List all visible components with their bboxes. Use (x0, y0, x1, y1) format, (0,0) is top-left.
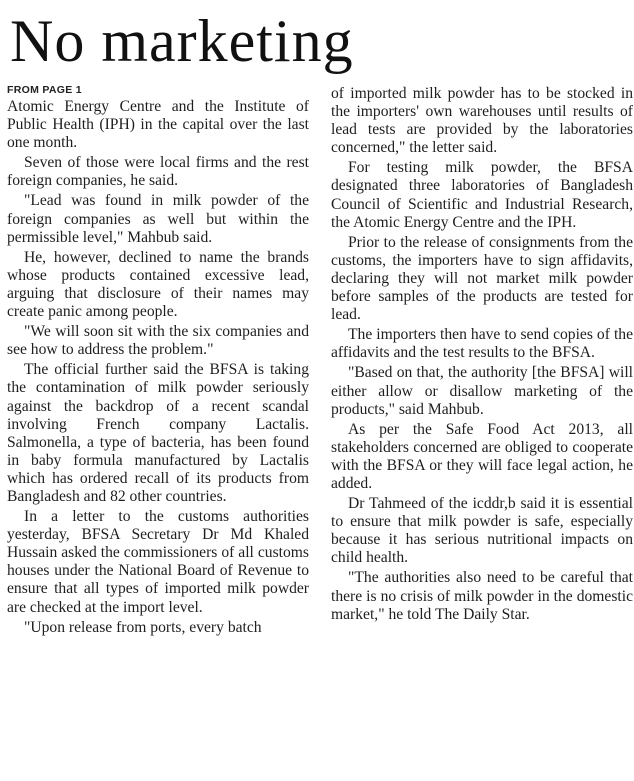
paragraph: of imported milk powder has to be stocked in the importers' own warehouses until results of lead tests are provided by the laboratories concerned," the letter said. (331, 85, 633, 157)
jump-label: FROM PAGE 1 (7, 84, 82, 96)
paragraph: "Based on that, the authority [the BFSA] will either allow or disallow marketing of the products," said Mahbub. (331, 364, 633, 418)
paragraph: The importers then have to send copies of the affidavits and the test results to the BFSA. (331, 326, 633, 362)
left-column (7, 84, 309, 639)
paragraph: He, however, declined to name the brands whose products contained excessive lead, arguing that disclosure of their names may create panic among people. (7, 248, 309, 321)
headline: No marketing (10, 8, 354, 74)
paragraph: The official further said the BFSA is taking the contamination of milk powder seriously against the backdrop of a recent scandal involving French company Lactalis. Salmonella, a type of bacteria, has been found in baby formula manufactured by Lactalis which has ordered recall of its products from Bangladesh and 82 other countries. (7, 361, 309, 505)
paragraph: Atomic Energy Centre and the Institute of Public Health (IPH) in the capital over the last one month. (7, 98, 309, 152)
paragraph: In a letter to the customs authorities yesterday, BFSA Secretary Dr Md Khaled Hussain asked the commissioners of all customs houses under the National Board of Revenue to ensure that all types of imported milk powder are checked at the import level. (7, 508, 309, 616)
paragraph: Prior to the release of consignments from the customs, the importers have to sign affidavits, declaring they will not market milk powder before samples of the products are tested for lead. (331, 233, 633, 324)
paragraph: "The authorities also need to be careful that there is no crisis of milk powder in the domestic market," he told The Daily Star. (331, 569, 633, 623)
paragraph: "Upon release from ports, every batch (24, 618, 262, 636)
paragraph: "Lead was found in milk powder of the foreign companies as well but within the permissible level," Mahbub said. (7, 192, 309, 246)
paragraph: For testing milk powder, the BFSA designated three laboratories of Bangladesh Council of Scientific and Industrial Research, the Atomic Energy Centre and the IPH. (331, 159, 633, 231)
right-column (331, 85, 633, 626)
paragraph: Dr Tahmeed of the icddr,b said it is essential to ensure that milk powder is safe, especially because it has serious nutritional impacts on child health. (331, 495, 633, 567)
paragraph: "We will soon sit with the six companies and see how to address the problem." (7, 323, 309, 359)
paragraph: As per the Safe Food Act 2013, all stakeholders concerned are obliged to cooperate with the BFSA or they will face legal action, he added. (331, 420, 633, 492)
paragraph: Seven of those were local firms and the rest foreign companies, he said. (7, 154, 309, 190)
